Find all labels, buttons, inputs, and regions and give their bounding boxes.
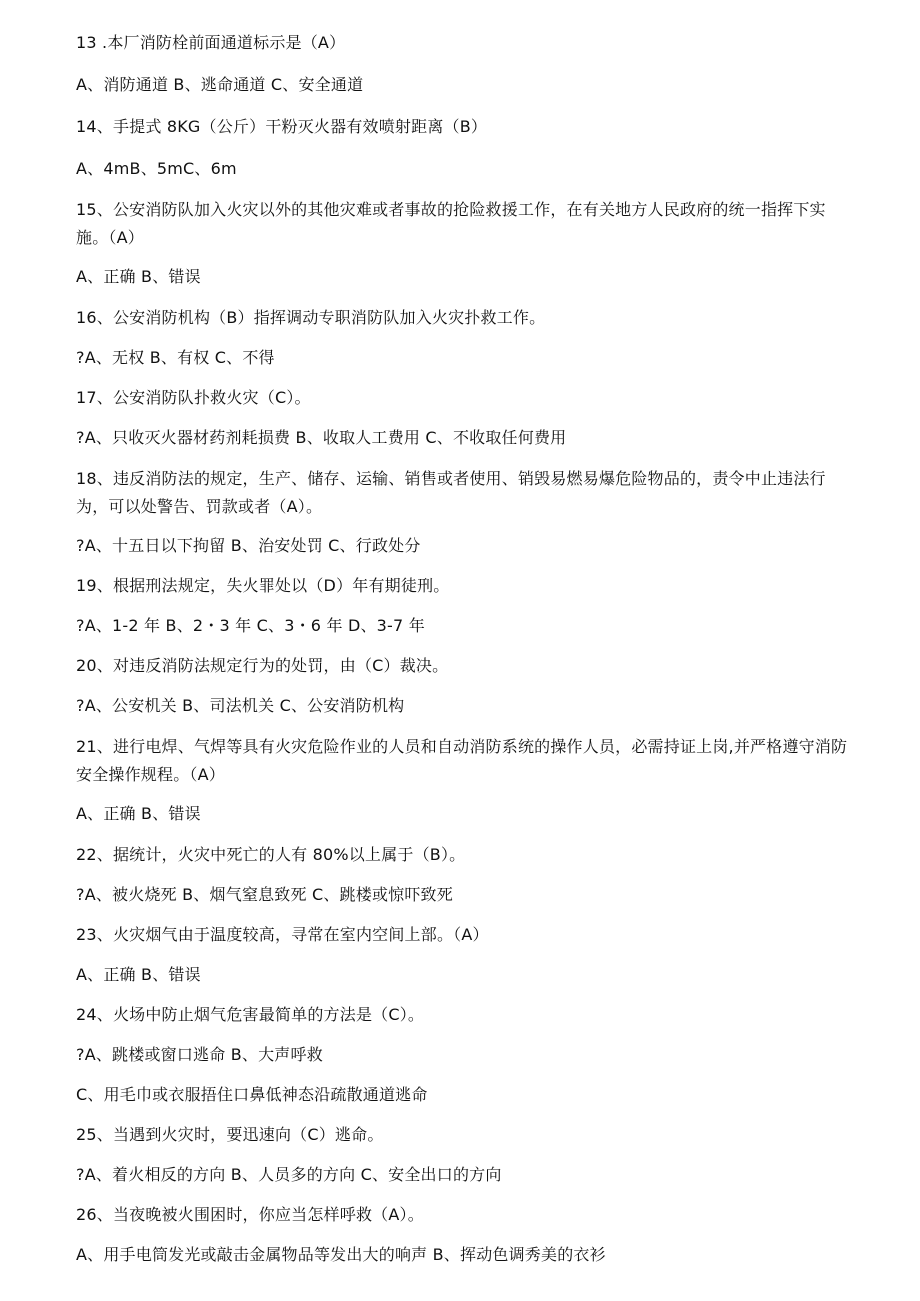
options-25: ?A、着火相反的方向 B、人员多的方向 C、安全出口的方向 [76,1165,502,1184]
question-22: 22、据统计，火灾中死亡的人有 80%以上属于（B）。 [76,845,466,864]
question-19: 19、根据刑法规定，失火罪处以（D）年有期徒刑。 [76,576,450,595]
options-18: ?A、十五日以下拘留 B、治安处罚 C、行政处分 [76,536,421,555]
options-13: A、消防通道 B、逃命通道 C、安全通道 [76,75,364,94]
options-21: A、正确 B、错误 [76,804,201,823]
question-23: 23、火灾烟气由于温度较高，寻常在室内空间上部。（A） [76,925,489,944]
question-26: 26、当夜晚被火围困时，你应当怎样呼救（A）。 [76,1205,424,1224]
question-15: 15、公安消防队加入火灾以外的其他灾难或者事故的抢险救援工作，在有关地方人民政府的统一指挥下实施。（A） [76,200,826,247]
options-23: A、正确 B、错误 [76,965,201,984]
question-17: 17、公安消防队扑救火灾（C）。 [76,388,311,407]
options-16: ?A、无权 B、有权 C、不得 [76,348,275,367]
options-17: ?A、只收灭火器材药剂耗损费 B、收取人工费用 C、不收取任何费用 [76,428,567,447]
options-24-ab: ?A、跳楼或窗口逃命 B、大声呼救 [76,1045,323,1064]
options-14: A、4mB、5mC、6m [76,159,237,178]
options-24-c: C、用毛巾或衣服捂住口鼻低神态沿疏散通道逃命 [76,1085,428,1104]
options-19: ?A、1-2 年 B、2・3 年 C、3・6 年 D、3-7 年 [76,616,425,635]
options-26: A、用手电筒发光或敲击金属物品等发出大的响声 B、挥动色调秀美的衣衫 [76,1245,606,1264]
question-21: 21、进行电焊、气焊等具有火灾危险作业的人员和自动消防系统的操作人员，必需持证上岗,并严格遵守消防安全操作规程。（A） [76,737,848,784]
question-25: 25、当遇到火灾时，要迅速向（C）逃命。 [76,1125,384,1144]
question-14: 14、手提式 8KG（公斤）干粉灭火器有效喷射距离（B） [76,117,488,136]
question-13: 13 .本厂消防栓前面通道标示是（A） [76,33,346,52]
question-18: 18、违反消防法的规定，生产、储存、运输、销售或者使用、销毁易燃易爆危险物品的，责令中止违法行为，可以处警告、罚款或者（A）。 [76,469,826,516]
options-20: ?A、公安机关 B、司法机关 C、公安消防机构 [76,696,405,715]
question-20: 20、对违反消防法规定行为的处罚，由（C）裁决。 [76,656,449,675]
options-22: ?A、被火烧死 B、烟气窒息致死 C、跳楼或惊吓致死 [76,885,453,904]
options-15: A、正确 B、错误 [76,267,201,286]
question-24: 24、火场中防止烟气危害最简单的方法是（C）。 [76,1005,425,1024]
question-16: 16、公安消防机构（B）指挥调动专职消防队加入火灾扑救工作。 [76,308,546,327]
